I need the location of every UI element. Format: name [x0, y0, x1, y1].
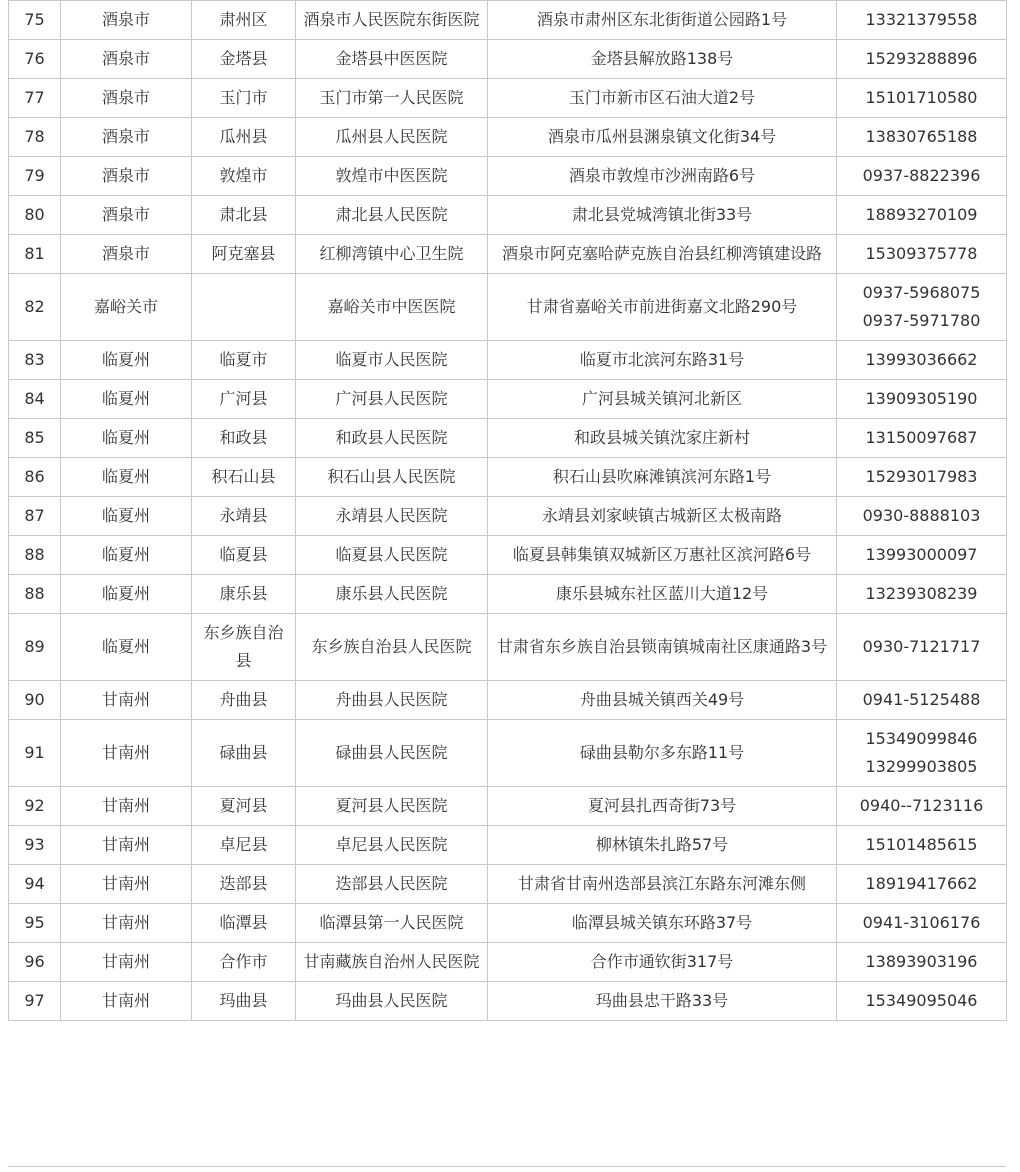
city-cell: 甘南州 — [61, 826, 192, 865]
phone-cell — [837, 575, 1007, 614]
address-cell: 临夏市北滨河东路31号 — [488, 341, 837, 380]
phone-number: 15349095046 — [865, 991, 978, 1010]
phone-number: 15349099846 — [865, 729, 978, 748]
city-cell: 临夏州 — [61, 458, 192, 497]
hospital-cell: 和政县人民医院 — [296, 419, 488, 458]
county-cell: 肃州区 — [192, 1, 296, 40]
row-number: 96 — [9, 943, 61, 982]
row-number: 82 — [9, 274, 61, 341]
county-cell: 瓜州县 — [192, 118, 296, 157]
hospital-cell: 瓜州县人民医院 — [296, 118, 488, 157]
phone-number: 0930-8888103 — [862, 506, 981, 525]
table-row — [9, 826, 1007, 865]
table-row — [9, 982, 1007, 1021]
hospital-cell: 临夏县人民医院 — [296, 536, 488, 575]
table-row — [9, 536, 1007, 575]
address-cell: 柳林镇朱扎路57号 — [488, 826, 837, 865]
phone-number: 13993000097 — [865, 545, 978, 564]
hospital-cell: 嘉峪关市中医医院 — [296, 274, 488, 341]
phone-number: 0941-3106176 — [862, 913, 981, 932]
address-cell: 碌曲县勒尔多东路11号 — [488, 720, 837, 787]
phone-cell — [837, 458, 1007, 497]
bottom-divider — [8, 1166, 1006, 1167]
row-number: 87 — [9, 497, 61, 536]
city-cell: 甘南州 — [61, 720, 192, 787]
phone-number: 13299903805 — [865, 757, 978, 776]
hospital-cell: 酒泉市人民医院东街医院 — [296, 1, 488, 40]
phone-cell — [837, 614, 1007, 681]
table-row — [9, 865, 1007, 904]
row-number: 81 — [9, 235, 61, 274]
table-row — [9, 787, 1007, 826]
row-number: 91 — [9, 720, 61, 787]
county-cell: 积石山县 — [192, 458, 296, 497]
hospital-cell: 敦煌市中医医院 — [296, 157, 488, 196]
county-cell: 卓尼县 — [192, 826, 296, 865]
hospital-cell: 迭部县人民医院 — [296, 865, 488, 904]
city-cell: 酒泉市 — [61, 118, 192, 157]
hospital-table — [8, 0, 1007, 1021]
city-cell: 甘南州 — [61, 681, 192, 720]
hospital-cell: 积石山县人民医院 — [296, 458, 488, 497]
address-cell: 合作市通钦街317号 — [488, 943, 837, 982]
phone-number: 13893903196 — [865, 952, 978, 971]
address-cell: 广河县城关镇河北新区 — [488, 380, 837, 419]
row-number: 86 — [9, 458, 61, 497]
hospital-cell: 玉门市第一人民医院 — [296, 79, 488, 118]
county-cell: 玛曲县 — [192, 982, 296, 1021]
hospital-cell: 卓尼县人民医院 — [296, 826, 488, 865]
row-number: 83 — [9, 341, 61, 380]
county-cell: 和政县 — [192, 419, 296, 458]
phone-cell — [837, 720, 1007, 787]
phone-cell — [837, 1, 1007, 40]
phone-cell — [837, 40, 1007, 79]
city-cell: 甘南州 — [61, 787, 192, 826]
table-body — [9, 1, 1007, 1021]
county-cell: 永靖县 — [192, 497, 296, 536]
city-cell: 甘南州 — [61, 943, 192, 982]
address-cell: 酒泉市瓜州县渊泉镇文化街34号 — [488, 118, 837, 157]
row-number: 77 — [9, 79, 61, 118]
row-number: 79 — [9, 157, 61, 196]
address-cell: 舟曲县城关镇西关49号 — [488, 681, 837, 720]
county-cell: 临夏市 — [192, 341, 296, 380]
phone-number: 0937-5968075 — [862, 283, 981, 302]
hospital-cell: 临夏市人民医院 — [296, 341, 488, 380]
phone-cell — [837, 497, 1007, 536]
city-cell: 甘南州 — [61, 904, 192, 943]
phone-cell — [837, 235, 1007, 274]
county-cell: 阿克塞县 — [192, 235, 296, 274]
phone-cell — [837, 380, 1007, 419]
city-cell: 酒泉市 — [61, 196, 192, 235]
hospital-cell: 玛曲县人民医院 — [296, 982, 488, 1021]
county-cell: 敦煌市 — [192, 157, 296, 196]
county-cell: 合作市 — [192, 943, 296, 982]
table-row — [9, 904, 1007, 943]
city-cell: 临夏州 — [61, 575, 192, 614]
hospital-cell: 永靖县人民医院 — [296, 497, 488, 536]
phone-number: 15293017983 — [865, 467, 978, 486]
city-cell: 临夏州 — [61, 536, 192, 575]
row-number: 92 — [9, 787, 61, 826]
phone-number: 18893270109 — [865, 205, 978, 224]
county-cell: 夏河县 — [192, 787, 296, 826]
row-number: 90 — [9, 681, 61, 720]
row-number: 84 — [9, 380, 61, 419]
city-cell: 甘南州 — [61, 982, 192, 1021]
hospital-cell: 康乐县人民医院 — [296, 575, 488, 614]
hospital-cell: 肃北县人民医院 — [296, 196, 488, 235]
phone-cell — [837, 536, 1007, 575]
address-cell: 玉门市新市区石油大道2号 — [488, 79, 837, 118]
address-cell: 康乐县城东社区蓝川大道12号 — [488, 575, 837, 614]
phone-number: 13239308239 — [865, 584, 978, 603]
table-row — [9, 419, 1007, 458]
address-cell: 甘肃省甘南州迭部县滨江东路东河滩东侧 — [488, 865, 837, 904]
table-row — [9, 681, 1007, 720]
row-number: 89 — [9, 614, 61, 681]
hospital-cell: 金塔县中医医院 — [296, 40, 488, 79]
table-row — [9, 1, 1007, 40]
address-cell: 甘肃省东乡族自治县锁南镇城南社区康通路3号 — [488, 614, 837, 681]
phone-cell — [837, 118, 1007, 157]
county-cell: 肃北县 — [192, 196, 296, 235]
phone-number: 0937-8822396 — [862, 166, 981, 185]
hospital-cell: 碌曲县人民医院 — [296, 720, 488, 787]
hospital-cell: 临潭县第一人民医院 — [296, 904, 488, 943]
phone-number: 0930-7121717 — [862, 637, 981, 656]
phone-cell — [837, 157, 1007, 196]
hospital-cell: 东乡族自治县人民医院 — [296, 614, 488, 681]
row-number: 75 — [9, 1, 61, 40]
table-row — [9, 943, 1007, 982]
table-row — [9, 341, 1007, 380]
row-number: 76 — [9, 40, 61, 79]
hospital-cell: 广河县人民医院 — [296, 380, 488, 419]
city-cell: 临夏州 — [61, 341, 192, 380]
address-cell: 肃北县党城湾镇北街33号 — [488, 196, 837, 235]
table-row — [9, 575, 1007, 614]
phone-number: 15309375778 — [865, 244, 978, 263]
hospital-cell: 舟曲县人民医院 — [296, 681, 488, 720]
phone-cell — [837, 196, 1007, 235]
phone-number: 13150097687 — [865, 428, 978, 447]
county-cell: 金塔县 — [192, 40, 296, 79]
table-row — [9, 380, 1007, 419]
row-number: 94 — [9, 865, 61, 904]
hospital-cell: 夏河县人民医院 — [296, 787, 488, 826]
phone-number: 0941-5125488 — [862, 690, 981, 709]
county-cell: 东乡族自治县 — [192, 614, 296, 681]
phone-number: 0937-5971780 — [862, 311, 981, 330]
row-number: 85 — [9, 419, 61, 458]
address-cell: 积石山县吹麻滩镇滨河东路1号 — [488, 458, 837, 497]
phone-cell — [837, 274, 1007, 341]
phone-number: 13909305190 — [865, 389, 978, 408]
phone-cell — [837, 341, 1007, 380]
table-row — [9, 720, 1007, 787]
city-cell: 嘉峪关市 — [61, 274, 192, 341]
row-number: 93 — [9, 826, 61, 865]
address-cell: 酒泉市阿克塞哈萨克族自治县红柳湾镇建设路 — [488, 235, 837, 274]
table-row — [9, 157, 1007, 196]
city-cell: 临夏州 — [61, 380, 192, 419]
row-number: 80 — [9, 196, 61, 235]
city-cell: 酒泉市 — [61, 1, 192, 40]
phone-cell — [837, 681, 1007, 720]
phone-number: 15101485615 — [865, 835, 978, 854]
city-cell: 临夏州 — [61, 497, 192, 536]
county-cell: 临潭县 — [192, 904, 296, 943]
address-cell: 甘肃省嘉峪关市前进街嘉文北路290号 — [488, 274, 837, 341]
row-number: 88 — [9, 575, 61, 614]
address-cell: 酒泉市肃州区东北街街道公园路1号 — [488, 1, 837, 40]
address-cell: 临潭县城关镇东环路37号 — [488, 904, 837, 943]
phone-cell — [837, 79, 1007, 118]
county-cell: 舟曲县 — [192, 681, 296, 720]
phone-number: 15293288896 — [865, 49, 978, 68]
address-cell: 和政县城关镇沈家庄新村 — [488, 419, 837, 458]
city-cell: 酒泉市 — [61, 157, 192, 196]
county-cell: 玉门市 — [192, 79, 296, 118]
table-row — [9, 40, 1007, 79]
city-cell: 酒泉市 — [61, 40, 192, 79]
table-row — [9, 458, 1007, 497]
phone-cell — [837, 943, 1007, 982]
hospital-cell: 红柳湾镇中心卫生院 — [296, 235, 488, 274]
city-cell: 酒泉市 — [61, 79, 192, 118]
table-row — [9, 614, 1007, 681]
hospital-cell: 甘南藏族自治州人民医院 — [296, 943, 488, 982]
city-cell: 酒泉市 — [61, 235, 192, 274]
address-cell: 临夏县韩集镇双城新区万惠社区滨河路6号 — [488, 536, 837, 575]
county-cell: 临夏县 — [192, 536, 296, 575]
table-row — [9, 118, 1007, 157]
phone-cell — [837, 826, 1007, 865]
phone-number: 13993036662 — [865, 350, 978, 369]
row-number: 78 — [9, 118, 61, 157]
county-cell: 迭部县 — [192, 865, 296, 904]
phone-number: 15101710580 — [865, 88, 978, 107]
table-row — [9, 235, 1007, 274]
table-row — [9, 79, 1007, 118]
row-number: 88 — [9, 536, 61, 575]
phone-cell — [837, 787, 1007, 826]
city-cell: 甘南州 — [61, 865, 192, 904]
phone-cell — [837, 865, 1007, 904]
county-cell: 广河县 — [192, 380, 296, 419]
address-cell: 金塔县解放路138号 — [488, 40, 837, 79]
row-number: 95 — [9, 904, 61, 943]
city-cell: 临夏州 — [61, 419, 192, 458]
address-cell: 夏河县扎西奇街73号 — [488, 787, 837, 826]
row-number: 97 — [9, 982, 61, 1021]
phone-cell — [837, 904, 1007, 943]
phone-cell — [837, 419, 1007, 458]
table-row — [9, 196, 1007, 235]
address-cell: 酒泉市敦煌市沙洲南路6号 — [488, 157, 837, 196]
address-cell: 玛曲县忠干路33号 — [488, 982, 837, 1021]
county-cell: 碌曲县 — [192, 720, 296, 787]
phone-number: 0940--7123116 — [859, 796, 984, 815]
county-cell — [192, 274, 296, 341]
phone-cell — [837, 982, 1007, 1021]
phone-number: 13321379558 — [865, 10, 978, 29]
table-row — [9, 497, 1007, 536]
phone-number: 18919417662 — [865, 874, 978, 893]
city-cell: 临夏州 — [61, 614, 192, 681]
county-cell: 康乐县 — [192, 575, 296, 614]
table-row — [9, 274, 1007, 341]
address-cell: 永靖县刘家峡镇古城新区太极南路 — [488, 497, 837, 536]
phone-number: 13830765188 — [865, 127, 978, 146]
